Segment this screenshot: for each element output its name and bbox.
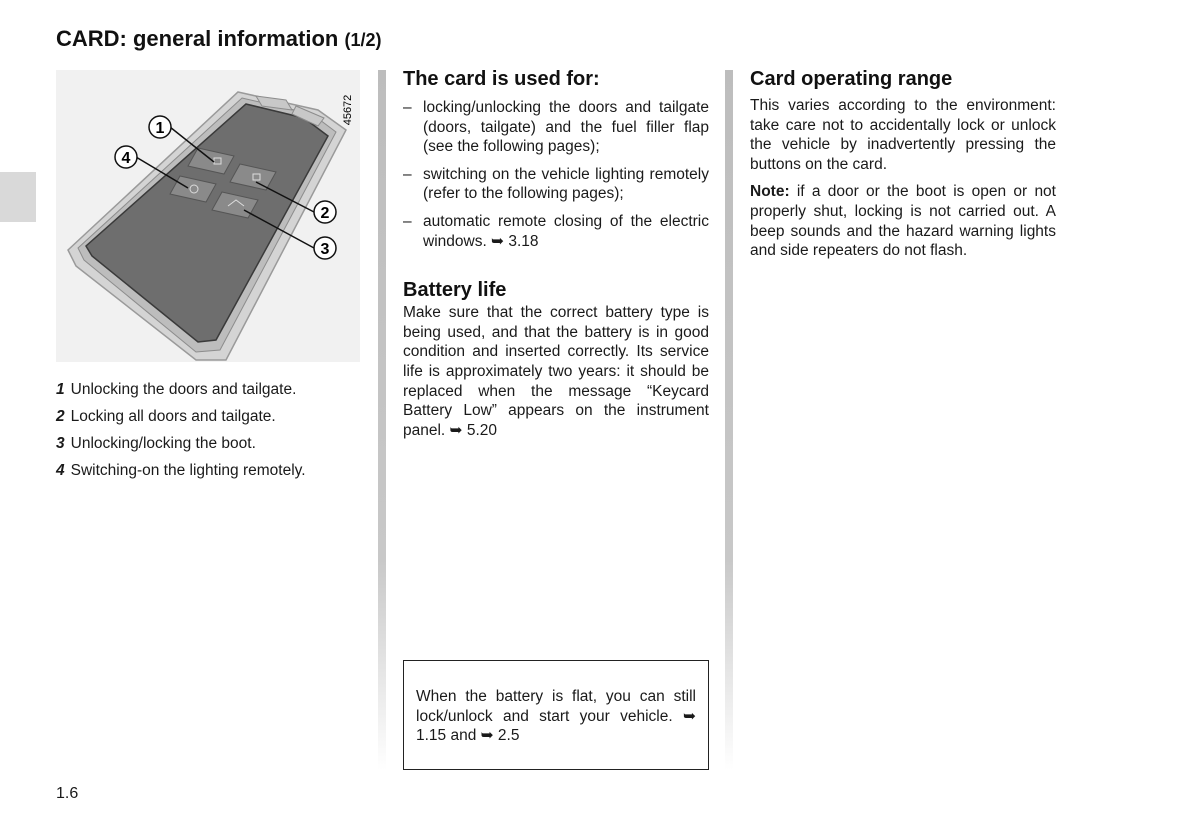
card-uses-heading: The card is used for: [403, 68, 600, 90]
callout-2 [314, 201, 336, 223]
svg-text:3: 3 [320, 241, 330, 258]
note-text: if a door or the boot is open or not properly shut, locking is not carried out. A beep sounds and the hazard warning lights and side repeaters do not flash. [750, 183, 1056, 260]
caption-item: 4 Switching-on the lighting remotely. [56, 462, 306, 479]
battery-text: Make sure that the correct battery type is being used, and that the battery is in good condition and inserted correctly. Its service life is approximately two years: it should be replaced when the message “Keycard Battery Low” appears on the instrument panel. ➥ 5.20 [403, 304, 709, 439]
svg-text:1: 1 [155, 120, 165, 137]
figure-ref-number: 45672 [342, 94, 354, 126]
list-item: – switching on the vehicle lighting remotely (refer to the following pages); [403, 165, 709, 204]
page-title-suffix: (1/2) [344, 30, 382, 50]
key-card-illustration [56, 70, 360, 362]
right-column [750, 66, 1056, 261]
page-title [56, 26, 382, 52]
svg-text:4: 4 [121, 150, 131, 167]
caption-item: 3 Unlocking/locking the boot. [56, 435, 256, 452]
middle-column [403, 66, 709, 440]
caption-item: 2 Locking all doors and tailgate. [56, 408, 276, 425]
column-divider-left [378, 70, 386, 770]
range-heading: Card operating range [750, 68, 953, 90]
range-note [750, 182, 1056, 260]
note-label: Note: [750, 183, 790, 201]
callout-4 [115, 146, 137, 168]
caption-item: 1 Unlocking the doors and tailgate. [56, 381, 297, 398]
page-title-text: CARD: general information [56, 26, 339, 51]
callout-3 [314, 237, 336, 259]
battery-note-text: When the battery is flat, you can still lock/unlock and start your vehicle. ➥ 1.15 and ➥ 2.5 [416, 688, 696, 745]
battery-heading: Battery life [403, 279, 507, 302]
callout-1 [149, 116, 171, 138]
battery-note-box [403, 660, 709, 770]
chapter-tab [0, 172, 36, 222]
caption-list [56, 380, 366, 488]
list-item: – automatic remote closing of the electric windows. ➥ 3.18 [403, 212, 709, 251]
svg-text:2: 2 [320, 205, 330, 222]
list-item: – locking/unlocking the doors and tailgate (doors, tailgate) and the fuel filler flap (see the following pages); [403, 98, 709, 157]
column-divider-right [725, 70, 733, 770]
key-card-drawing [56, 70, 360, 362]
page-number: 1.6 [56, 785, 79, 802]
card-uses-list [403, 98, 709, 251]
range-text: This varies according to the environment: take care not to accidentally lock or unlock the vehicle by inadvertently pressing the buttons on the card. [750, 97, 1056, 173]
